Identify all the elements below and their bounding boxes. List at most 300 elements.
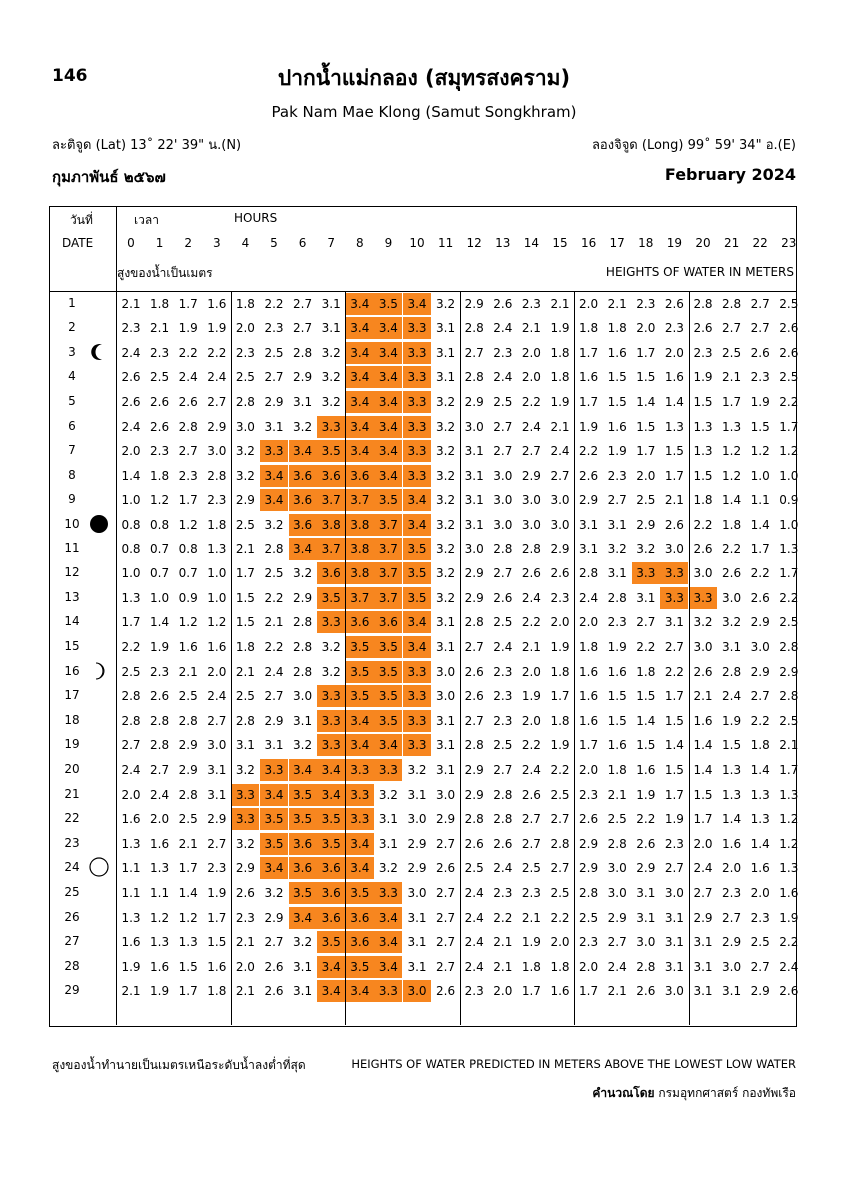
column-divider: [231, 291, 232, 1025]
height-cell: 3.0: [493, 468, 513, 483]
height-cell: 3.4: [346, 293, 374, 315]
height-cell: 3.7: [346, 587, 374, 609]
height-cell: 2.2: [521, 738, 541, 753]
height-cell: 3.2: [321, 394, 341, 409]
height-cell: 1.8: [693, 493, 713, 508]
height-cell: 3.0: [464, 420, 484, 434]
height-cell: 3.4: [374, 317, 402, 339]
height-cell: 3.3: [346, 784, 374, 806]
height-cell: 2.3: [493, 665, 513, 679]
height-cell: 2.7: [722, 321, 742, 336]
height-cell: 3.6: [317, 857, 345, 879]
height-cell: 2.4: [779, 959, 799, 974]
height-cell: 3.5: [317, 587, 345, 609]
height-cell: 2.5: [235, 370, 255, 385]
height-cell: 3.7: [374, 538, 402, 560]
height-cell: 2.7: [750, 321, 770, 336]
height-cell: 0.8: [121, 517, 141, 532]
date-cell: 5: [68, 393, 76, 408]
height-cell: 3.5: [374, 685, 402, 707]
station-title-english: Pak Nam Mae Klong (Samut Songkhram): [271, 103, 577, 121]
height-cell: 3.4: [374, 734, 402, 756]
height-cell: 3.2: [293, 420, 313, 434]
column-divider: [345, 291, 346, 1025]
height-cell: 3.3: [374, 759, 402, 781]
height-cell: 2.4: [693, 861, 713, 876]
height-cell: 2.7: [464, 345, 484, 360]
heights-header-english: HEIGHTS OF WATER IN METERS: [605, 265, 794, 279]
height-cell: 2.3: [178, 468, 198, 483]
height-cell: 3.3: [317, 710, 345, 732]
hour-label: 16: [580, 236, 597, 250]
height-cell: 3.1: [693, 935, 713, 950]
hour-label: 21: [723, 236, 740, 250]
height-cell: 1.3: [693, 420, 713, 434]
height-cell: 3.2: [293, 935, 313, 950]
height-cell: 1.8: [550, 345, 570, 360]
height-cell: 3.0: [493, 493, 513, 508]
height-cell: 1.2: [150, 911, 170, 925]
height-cell: 1.4: [121, 468, 141, 483]
height-cell: 2.4: [493, 321, 513, 336]
height-cell: 3.7: [317, 489, 345, 511]
height-cell: 3.4: [289, 759, 317, 781]
date-cell: 29: [64, 983, 80, 998]
height-cell: 1.7: [579, 345, 599, 360]
date-cell: 6: [68, 419, 76, 433]
first-quarter-moon-icon: [89, 661, 109, 681]
height-cell: 3.6: [289, 465, 317, 487]
height-cell: 2.8: [207, 468, 227, 483]
height-cell: 3.7: [346, 489, 374, 511]
table-row: [50, 807, 799, 831]
height-cell: 2.5: [722, 345, 742, 360]
height-cell: 2.4: [722, 689, 742, 704]
height-cell: 3.2: [321, 370, 341, 385]
height-cell: 2.1: [607, 984, 627, 999]
height-cell: 3.2: [693, 615, 713, 630]
height-cell: 3.1: [207, 762, 227, 777]
height-cell: 2.6: [464, 665, 484, 679]
height-cell: 2.7: [464, 639, 484, 654]
table-row: [50, 488, 799, 512]
height-cell: 2.3: [493, 345, 513, 360]
height-cell: 2.9: [550, 542, 570, 556]
height-cell: 2.3: [521, 297, 541, 311]
height-cell: 2.9: [636, 861, 656, 876]
height-cell: 1.1: [121, 861, 141, 876]
height-cell: 1.3: [779, 788, 799, 802]
height-cell: 1.8: [750, 738, 770, 753]
height-cell: 3.3: [403, 391, 431, 413]
height-cell: 3.2: [235, 468, 255, 483]
height-cell: 1.6: [150, 836, 170, 851]
height-cell: 3.3: [632, 562, 660, 584]
height-cell: 3.1: [693, 959, 713, 974]
height-cell: 1.2: [722, 468, 742, 483]
height-cell: 2.2: [207, 345, 227, 360]
date-cell: 23: [64, 835, 80, 850]
height-cell: 3.4: [260, 857, 288, 879]
height-cell: 1.7: [235, 566, 255, 581]
height-cell: 2.6: [235, 885, 255, 900]
height-cell: 1.5: [607, 713, 627, 728]
height-cell: 2.9: [579, 493, 599, 508]
height-cell: 2.8: [722, 297, 742, 311]
height-cell: 2.4: [464, 885, 484, 900]
height-cell: 2.2: [550, 762, 570, 777]
height-cell: 2.1: [121, 297, 141, 311]
height-cell: 3.4: [289, 440, 317, 462]
height-cell: 2.4: [579, 590, 599, 605]
hour-label: 6: [298, 236, 307, 250]
height-cell: 2.8: [293, 639, 313, 654]
height-cell: 3.8: [346, 562, 374, 584]
height-cell: 2.5: [464, 861, 484, 876]
height-cell: 2.3: [722, 885, 742, 900]
height-cell: 3.1: [436, 762, 456, 777]
table-row: [50, 758, 799, 782]
height-cell: 3.5: [317, 440, 345, 462]
height-cell: 3.0: [403, 980, 431, 1002]
height-cell: 2.5: [779, 297, 799, 311]
height-cell: 2.0: [550, 615, 570, 630]
height-cell: 3.0: [750, 639, 770, 654]
height-cell: 1.6: [607, 665, 627, 679]
height-cell: 2.4: [150, 788, 170, 802]
height-cell: 1.6: [121, 935, 141, 950]
date-cell: 20: [64, 761, 80, 776]
height-cell: 3.7: [374, 514, 402, 536]
height-cell: 1.8: [150, 297, 170, 311]
date-cell: 21: [64, 787, 80, 801]
height-cell: 2.3: [750, 370, 770, 385]
height-cell: 3.1: [321, 321, 341, 336]
height-cell: 3.4: [374, 366, 402, 388]
height-cell: 1.5: [750, 420, 770, 434]
height-cell: 3.2: [607, 542, 627, 556]
height-cell: 1.8: [207, 517, 227, 532]
height-cell: 2.7: [436, 959, 456, 974]
height-cell: 3.4: [346, 440, 374, 462]
height-cell: 2.9: [693, 911, 713, 925]
height-cell: 3.1: [464, 444, 484, 459]
height-cell: 3.5: [346, 661, 374, 683]
height-cell: 3.2: [321, 345, 341, 360]
height-cell: 1.9: [521, 689, 541, 704]
table-row: [50, 292, 799, 316]
new-moon-icon: [89, 514, 109, 534]
height-cell: 1.5: [607, 394, 627, 409]
date-cell: 25: [64, 884, 80, 899]
height-cell: 2.7: [436, 836, 456, 851]
height-cell: 2.7: [293, 321, 313, 336]
height-cell: 1.3: [178, 935, 198, 950]
height-cell: 3.3: [317, 734, 345, 756]
height-cell: 2.1: [550, 297, 570, 311]
height-cell: 2.1: [722, 370, 742, 385]
height-cell: 2.2: [521, 615, 541, 630]
height-cell: 2.6: [579, 468, 599, 483]
height-cell: 2.1: [178, 836, 198, 851]
height-cell: 2.5: [121, 665, 141, 679]
height-cell: 3.2: [436, 493, 456, 508]
height-cell: 3.0: [436, 788, 456, 802]
height-cell: 3.1: [464, 468, 484, 483]
height-cell: 2.5: [550, 885, 570, 900]
height-cell: 2.0: [521, 345, 541, 360]
height-cell: 2.5: [779, 615, 799, 630]
height-cell: 3.1: [436, 639, 456, 654]
height-cell: 3.2: [407, 762, 427, 777]
height-cell: 2.0: [579, 615, 599, 630]
height-cell: 3.2: [293, 738, 313, 753]
height-cell: 1.4: [750, 836, 770, 851]
height-cell: 3.1: [436, 345, 456, 360]
height-cell: 2.3: [150, 444, 170, 459]
height-cell: 2.0: [235, 959, 255, 974]
height-cell: 2.1: [121, 984, 141, 999]
height-cell: 2.6: [693, 542, 713, 556]
height-cell: 2.2: [693, 517, 713, 532]
hour-label: 14: [523, 236, 540, 250]
height-cell: 2.2: [493, 911, 513, 925]
height-cell: 0.8: [121, 542, 141, 556]
height-cell: 1.1: [121, 885, 141, 900]
table-row: [50, 660, 799, 684]
height-cell: 2.1: [779, 738, 799, 753]
height-cell: 2.7: [264, 689, 284, 704]
column-divider: [574, 291, 575, 1025]
height-cell: 3.4: [374, 956, 402, 978]
height-cell: 3.4: [374, 416, 402, 438]
table-row: [50, 464, 799, 488]
height-cell: 2.5: [493, 738, 513, 753]
height-cell: 1.7: [750, 542, 770, 556]
date-cell: 22: [64, 811, 80, 826]
credit-organization: กรมอุทกศาสตร์ กองทัพเรือ: [658, 1086, 796, 1100]
height-cell: 3.3: [403, 342, 431, 364]
height-cell: 3.4: [346, 833, 374, 855]
height-cell: 3.3: [317, 685, 345, 707]
table-row: [50, 390, 799, 414]
height-cell: 3.1: [664, 959, 684, 974]
tide-table: [49, 206, 797, 1027]
height-cell: 3.5: [317, 833, 345, 855]
height-cell: 1.2: [779, 812, 799, 827]
height-cell: 3.0: [521, 517, 541, 532]
height-cell: 3.2: [321, 665, 341, 679]
height-cell: 2.1: [521, 321, 541, 336]
height-cell: 3.0: [550, 517, 570, 532]
height-cell: 3.0: [636, 935, 656, 950]
date-cell: 26: [64, 910, 80, 924]
height-cell: 1.2: [722, 444, 742, 459]
height-cell: 1.9: [664, 812, 684, 827]
height-cell: 1.8: [150, 468, 170, 483]
height-cell: 2.4: [464, 959, 484, 974]
height-cell: 2.5: [579, 911, 599, 925]
height-cell: 3.2: [378, 861, 398, 876]
height-cell: 3.6: [289, 489, 317, 511]
hour-label: 15: [552, 236, 568, 250]
height-cell: 1.7: [579, 984, 599, 999]
height-cell: 1.5: [693, 394, 713, 409]
hour-label: 7: [327, 236, 335, 250]
height-cell: 3.1: [664, 935, 684, 950]
height-cell: 2.9: [464, 762, 484, 777]
height-cell: 2.8: [464, 321, 484, 336]
height-cell: 3.4: [346, 734, 374, 756]
height-cell: 2.4: [121, 420, 141, 434]
height-cell: 3.3: [374, 882, 402, 904]
date-cell: 17: [64, 688, 80, 703]
height-cell: 3.1: [321, 297, 341, 311]
height-cell: 3.4: [346, 391, 374, 413]
height-cell: 2.5: [178, 812, 198, 827]
height-cell: 1.5: [664, 444, 684, 459]
height-cell: 1.8: [521, 959, 541, 974]
height-cell: 2.8: [493, 812, 513, 827]
height-cell: 1.5: [664, 713, 684, 728]
height-cell: 2.3: [235, 911, 255, 925]
height-cell: 3.0: [207, 738, 227, 753]
height-cell: 2.9: [779, 665, 799, 679]
height-cell: 3.2: [436, 420, 456, 434]
height-cell: 2.6: [178, 394, 198, 409]
height-cell: 1.8: [235, 297, 255, 311]
height-cell: 1.7: [521, 984, 541, 999]
height-cell: 2.2: [178, 345, 198, 360]
height-cell: 3.4: [346, 366, 374, 388]
height-cell: 3.1: [579, 517, 599, 532]
height-cell: 3.2: [636, 542, 656, 556]
height-cell: 1.3: [664, 420, 684, 434]
table-row: [50, 979, 799, 1003]
table-row: [50, 439, 799, 463]
height-cell: 3.0: [493, 517, 513, 532]
height-cell: 1.6: [607, 345, 627, 360]
height-cell: 1.3: [779, 542, 799, 556]
height-cell: 1.9: [579, 420, 599, 434]
height-cell: 1.6: [207, 639, 227, 654]
month-thai: กุมภาพันธ์ ๒๕๖๗: [52, 168, 166, 186]
height-cell: 3.2: [436, 444, 456, 459]
height-cell: 1.5: [636, 420, 656, 434]
height-cell: 2.6: [693, 665, 713, 679]
height-cell: 3.4: [403, 489, 431, 511]
height-cell: 2.8: [464, 812, 484, 827]
height-cell: 2.5: [493, 615, 513, 630]
height-cell: 1.3: [121, 836, 141, 851]
height-cell: 3.2: [321, 639, 341, 654]
date-cell: 13: [64, 589, 80, 604]
height-cell: 3.3: [231, 808, 259, 830]
height-cell: 3.8: [346, 538, 374, 560]
height-cell: 1.2: [178, 517, 198, 532]
credit-line: [592, 1084, 796, 1103]
height-cell: 2.8: [693, 297, 713, 311]
height-cell: 3.1: [293, 984, 313, 999]
height-cell: 2.9: [235, 861, 255, 876]
height-cell: 2.2: [722, 542, 742, 556]
height-cell: 3.1: [293, 394, 313, 409]
height-cell: 2.1: [235, 665, 255, 679]
hour-label: 20: [695, 236, 711, 250]
height-cell: 1.5: [235, 615, 255, 630]
height-cell: 3.6: [289, 857, 317, 879]
height-cell: 2.7: [722, 911, 742, 925]
height-cell: 3.4: [317, 759, 345, 781]
height-cell: 1.3: [693, 444, 713, 459]
height-cell: 3.0: [407, 812, 427, 827]
height-cell: 1.5: [693, 468, 713, 483]
height-cell: 2.1: [664, 493, 684, 508]
height-cell: 1.2: [178, 615, 198, 630]
height-cell: 2.3: [664, 836, 684, 851]
height-cell: 3.1: [407, 911, 427, 925]
table-row: [50, 537, 799, 561]
height-cell: 3.3: [660, 587, 688, 609]
height-cell: 2.8: [722, 665, 742, 679]
height-cell: 2.7: [436, 911, 456, 925]
height-cell: 3.7: [374, 562, 402, 584]
height-cell: 1.9: [636, 788, 656, 802]
height-cell: 2.8: [178, 788, 198, 802]
height-cell: 3.4: [317, 784, 345, 806]
height-cell: 3.5: [374, 293, 402, 315]
height-cell: 2.8: [579, 885, 599, 900]
height-cell: 1.4: [750, 762, 770, 777]
height-cell: 2.4: [207, 689, 227, 704]
date-cell: 27: [64, 934, 80, 949]
footer-note-english: HEIGHTS OF WATER PREDICTED IN METERS ABOVE THE LOWEST LOW WATER: [351, 1057, 796, 1071]
hour-label: 2: [184, 236, 192, 250]
height-cell: 1.6: [722, 836, 742, 851]
height-cell: 2.6: [750, 590, 770, 605]
height-cell: 2.1: [550, 420, 570, 434]
height-cell: 2.8: [493, 788, 513, 802]
height-cell: 1.4: [664, 394, 684, 409]
height-cell: 3.4: [260, 784, 288, 806]
height-cell: 1.5: [607, 689, 627, 704]
height-cell: 2.7: [464, 713, 484, 728]
height-cell: 1.3: [722, 788, 742, 802]
height-cell: 2.7: [750, 959, 770, 974]
height-cell: 3.6: [289, 833, 317, 855]
height-cell: 1.6: [579, 689, 599, 704]
height-cell: 2.6: [779, 345, 799, 360]
height-cell: 3.4: [346, 710, 374, 732]
height-cell: 3.1: [407, 788, 427, 802]
table-row: [50, 930, 799, 954]
height-cell: 3.1: [607, 517, 627, 532]
height-cell: 2.9: [264, 713, 284, 728]
height-cell: 2.4: [493, 370, 513, 385]
height-cell: 3.4: [346, 980, 374, 1002]
height-cell: 3.8: [317, 514, 345, 536]
height-cell: 2.3: [550, 590, 570, 605]
height-cell: 2.3: [121, 321, 141, 336]
height-cell: 1.5: [636, 738, 656, 753]
height-cell: 1.8: [579, 639, 599, 654]
height-cell: 2.6: [521, 788, 541, 802]
hour-label: 9: [384, 236, 393, 250]
height-cell: 2.6: [779, 321, 799, 336]
height-cell: 3.6: [346, 907, 374, 929]
height-cell: 2.2: [750, 713, 770, 728]
height-cell: 2.3: [607, 468, 627, 483]
